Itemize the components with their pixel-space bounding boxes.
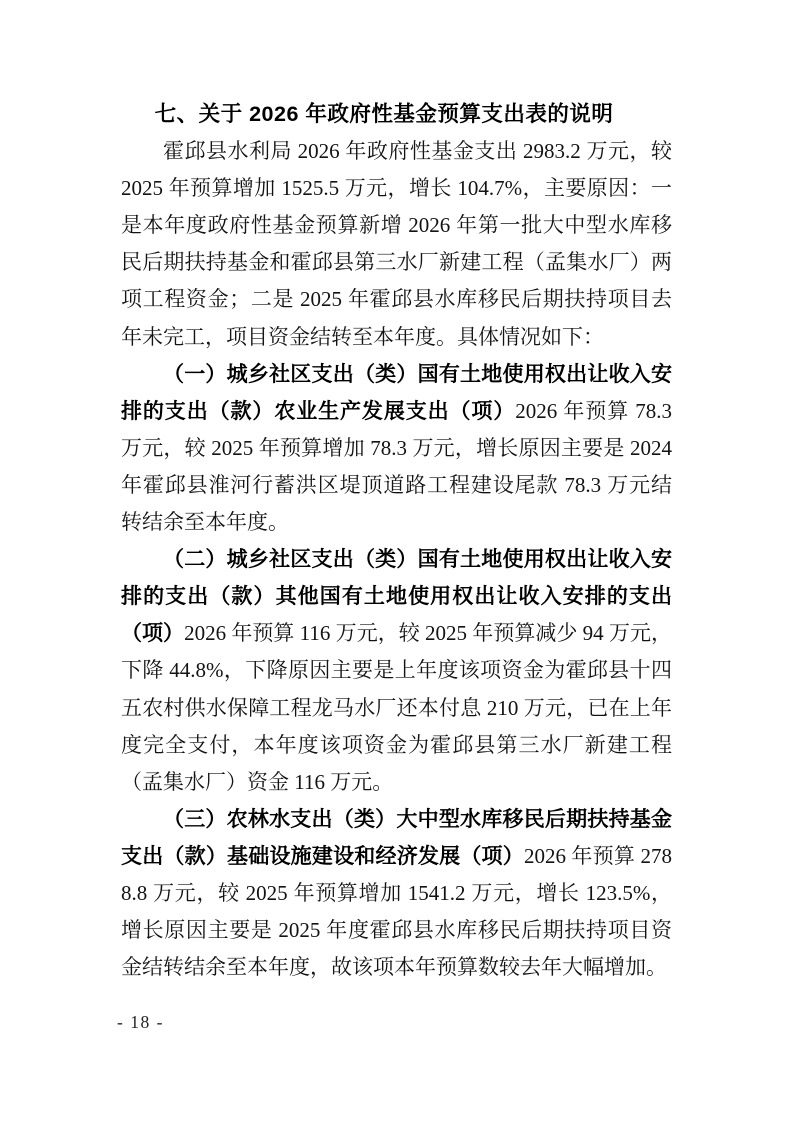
- paragraph-text: 霍邱县水利局 2026 年政府性基金支出 2983.2 万元，较 2025 年预算增加 1525.5 万元，增长 104.7%，主要原因：一是本年度政府性基金预算新增 2026 年第一批大中型水库移民后期扶持基金和霍邱县第三水厂新建工程（孟集水厂）两项工程资金；二是 2025 年霍邱县水库移民后期扶持项目去年未完工，项目资金结转至本年度。具体情况如下：: [121, 139, 672, 349]
- paragraph-item-3-body: 2026 年预算 2788.8 万元，较 2025 年预算增加 1541.2 万元，增长 123.5%，增长原因主要是 2025 年度霍邱县水库移民后期扶持项目资金结转结余至本年度，故该项本年预算数较去年大幅增加。: [121, 843, 673, 980]
- section-heading: [121, 96, 672, 133]
- paragraph-item-3-heading: （三）农林水支出（类）大中型水库移民后期扶持基金支出（款）基础设施建设和经济发展（项）: [121, 807, 672, 868]
- paragraph-item-2-heading: （二）城乡社区支出（类）国有土地使用权出让收入安排的支出（款）其他国有土地使用权出让收入安排的支出（项）: [121, 548, 672, 646]
- paragraph-item-1: [121, 356, 672, 541]
- page-number: - 18 -: [117, 1012, 164, 1032]
- paragraph-item-3: [121, 801, 672, 986]
- paragraph-item-1-body: 2026 年预算 78.3 万元，较 2025 年预算增加 78.3 万元，增长原因主要是 2024 年霍邱县淮河行蓄洪区堤顶道路工程建设尾款 78.3 万元结转结余至本年度。: [121, 398, 673, 535]
- document-body: [121, 96, 672, 986]
- paragraph-item-1-heading: （一）城乡社区支出（类）国有土地使用权出让收入安排的支出（款）农业生产发展支出（项）: [121, 362, 672, 423]
- paragraph-item-2-body: 2026 年预算 116 万元，较 2025 年预算减少 94 万元，下降 44.8%，下降原因主要是上年度该项资金为霍邱县十四五农村供水保障工程龙马水厂还本付息 210 万元，已在上年度完全支付，本年度该项资金为霍邱县第三水厂新建工程（孟集水厂）资金 116 万元。: [121, 621, 672, 794]
- paragraph-overview: [121, 133, 672, 356]
- section-heading-text: 七、关于 2026 年政府性基金预算支出表的说明: [154, 102, 614, 126]
- paragraph-item-2: [121, 541, 672, 801]
